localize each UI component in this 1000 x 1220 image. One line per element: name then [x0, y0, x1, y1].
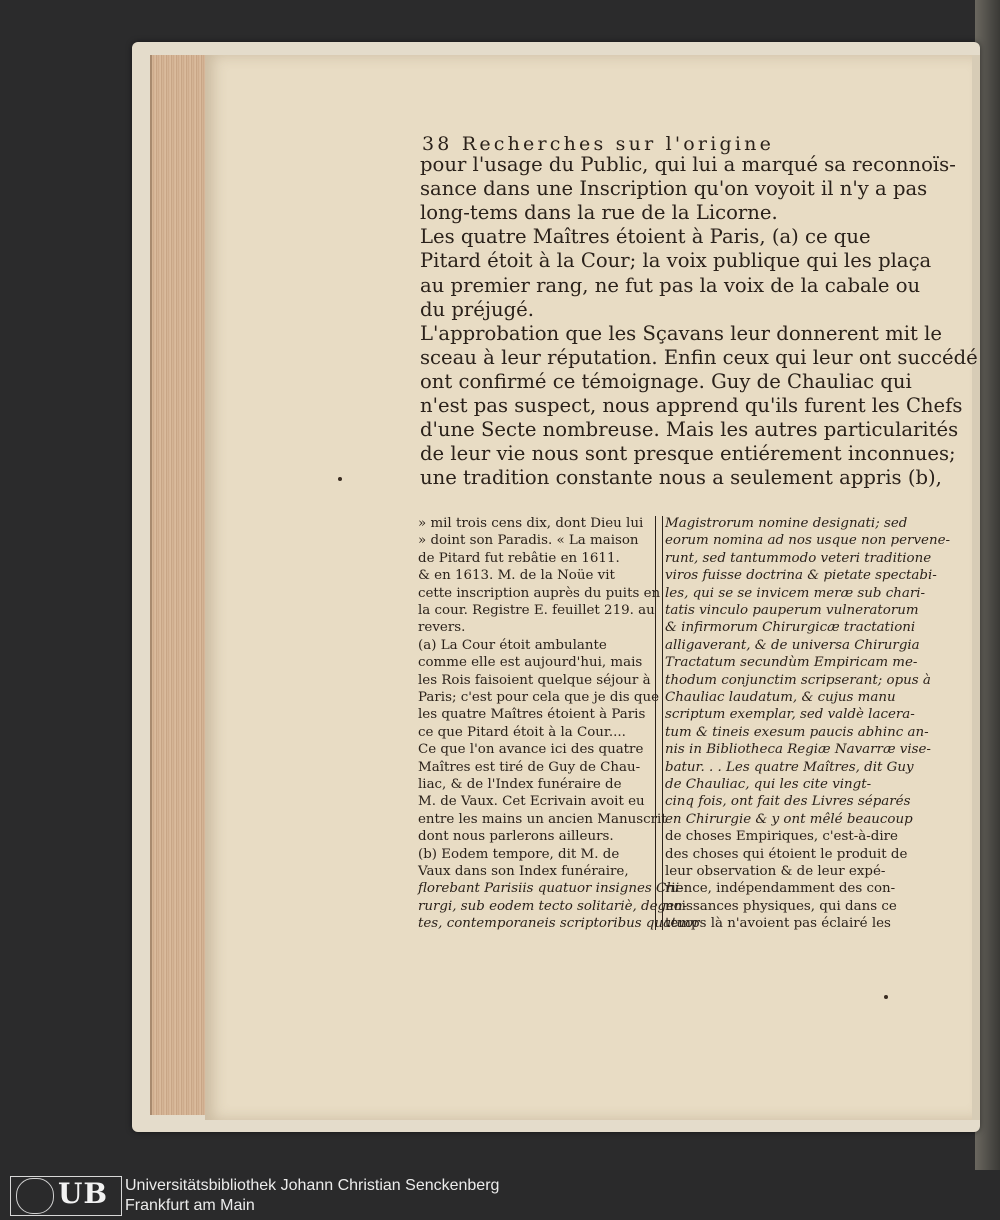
body-line: L'approbation que les Sçavans leur donnerent mit le	[420, 321, 942, 345]
footnote-line: eorum nomina ad nos usque non pervene-	[665, 533, 951, 549]
footnote-line: tes, contemporaneis scriptoribus quatuor	[418, 916, 700, 932]
footnote-line: tum & tineis exesum paucis abhinc an-	[665, 724, 929, 740]
seal-icon	[16, 1178, 54, 1214]
footnote-line: leur observation & de leur expé-	[665, 864, 886, 879]
footnote-line: des choses qui étoient le produit de	[665, 846, 908, 862]
footnote-line: Ce que l'on avance ici des quatre	[418, 742, 644, 758]
footnote-line: thodum conjunctim scripserant; opus à	[665, 672, 931, 688]
logo-text: UB	[58, 1177, 109, 1210]
footnote-line: (a) La Cour étoit ambulante	[418, 637, 607, 653]
footnote-line: M. de Vaux. Cet Ecrivain avoit eu	[418, 794, 645, 810]
footer-institution: Universitätsbibliothek Johann Christian Senckenberg	[125, 1177, 500, 1194]
footnote-line: Chauliac laudatum, & cujus manu	[665, 690, 896, 705]
footnote-line: les Rois faisoient quelque séjour à	[418, 672, 651, 688]
body-line: Les quatre Maîtres étoient à Paris, (a) ce que	[420, 225, 871, 249]
footnote-line: alligaverant, & de universa Chirurgia	[665, 637, 920, 653]
footnote-line: les quatre Maîtres étoient à Paris	[418, 707, 646, 723]
footnote-line: de choses Empiriques, c'est-à-dire	[665, 829, 898, 845]
footnote-line: les, qui se se invicem meræ sub chari-	[665, 585, 926, 601]
page-edge-right	[972, 55, 980, 1120]
footnote-line: » doint son Paradis. « La maison	[418, 533, 639, 549]
body-line: long-tems dans la rue de la Licorne.	[420, 201, 778, 225]
footnote-line: la cour. Registre E. feuillet 219. au	[418, 603, 655, 618]
footnote-line: » mil trois cens dix, dont Dieu lui	[418, 516, 644, 531]
footnote-line: cinq fois, ont fait des Livres séparés	[665, 794, 911, 810]
footnote-line: batur. . . Les quatre Maîtres, dit Guy	[665, 759, 914, 775]
footnote-line: runt, sed tantummodo veteri traditione	[665, 550, 932, 566]
footnote-line: dont nous parlerons ailleurs.	[418, 829, 614, 845]
footnote-line: tatis vinculo pauperum vulneratorum	[665, 603, 919, 618]
body-line: pour l'usage du Public, qui lui a marqué sa reconnoïs-	[420, 153, 956, 176]
column-divider	[655, 516, 663, 930]
footnote-line: scriptum exemplar, sed valdè lacera-	[665, 707, 915, 723]
body-line: du préjugé.	[420, 297, 534, 321]
footnote-line: Paris; c'est pour cela que je dis que	[418, 690, 660, 705]
footnote-line: nis in Bibliotheca Regiæ Navarræ vise-	[665, 742, 931, 758]
footnote-line: Magistrorum nomine designati; sed	[665, 516, 908, 531]
body-line: au premier rang, ne fut pas la voix de la cabale ou	[420, 273, 921, 297]
body-line: sance dans une Inscription qu'on voyoit il n'y a pas	[420, 177, 928, 201]
running-header: 38 Recherches sur l'origine	[422, 133, 775, 155]
footnote-line: comme elle est aujourd'hui, mais	[418, 655, 643, 671]
body-line: de leur vie nous sont presque entiérement inconnues;	[420, 442, 956, 466]
body-line: une tradition constante nous a seulement appris (b),	[420, 466, 942, 490]
footnote-line: Maîtres est tiré de Guy de Chau-	[418, 759, 641, 775]
ink-spot	[884, 995, 888, 999]
footnote-line: rience, indépendamment des con-	[665, 881, 896, 897]
footnote-line: florebant Parisiis quatuor insignes Chi-	[418, 881, 684, 897]
footnote-line: liac, & de l'Index funéraire de	[418, 777, 622, 792]
ink-spot	[338, 477, 342, 481]
footnote-line: entre les mains un ancien Manuscrit	[418, 811, 667, 827]
footnote-line: & en 1613. M. de la Noüe vit	[418, 568, 615, 584]
footnote-line: ce que Pitard étoit à la Cour....	[418, 724, 626, 740]
footnote-line: (b) Eodem tempore, dit M. de	[418, 846, 620, 862]
footnote-line: de Chauliac, qui les cite vingt-	[665, 777, 872, 792]
body-line: n'est pas suspect, nous apprend qu'ils furent les Chefs	[420, 394, 963, 417]
footnote-line: & infirmorum Chirurgicæ tractationi	[665, 620, 916, 636]
footnote-line: de Pitard fut rebâtie en 1611.	[418, 550, 620, 566]
footnote-line: revers.	[418, 620, 466, 636]
footnote-line: cette inscription auprès du puits en	[418, 585, 661, 601]
body-line: ont confirmé ce témoignage. Guy de Chauliac qui	[420, 369, 912, 393]
page-fore-edge	[150, 55, 210, 1115]
body-line: Pitard étoit à la Cour; la voix publique qui les plaça	[420, 249, 932, 273]
body-line: sceau à leur réputation. Enfin ceux qui leur ont succédé	[420, 345, 978, 369]
footnote-line: viros fuisse doctrina & pietate spectabi-	[665, 568, 937, 584]
footnote-line: temps là n'avoient pas éclairé les	[665, 916, 891, 932]
footer-location: Frankfurt am Main	[125, 1197, 255, 1214]
body-line: d'une Secte nombreuse. Mais les autres particularités	[420, 418, 959, 442]
footnote-line: rurgi, sub eodem tecto solitariè, degen-	[418, 898, 688, 914]
footnote-line: noissances physiques, qui dans ce	[665, 898, 897, 914]
footnote-line: en Chirurgie & y ont mêlé beaucoup	[665, 811, 913, 827]
footnote-line: Tractatum secundùm Empiricam me-	[665, 655, 918, 671]
footnote-line: Vaux dans son Index funéraire,	[418, 864, 629, 879]
